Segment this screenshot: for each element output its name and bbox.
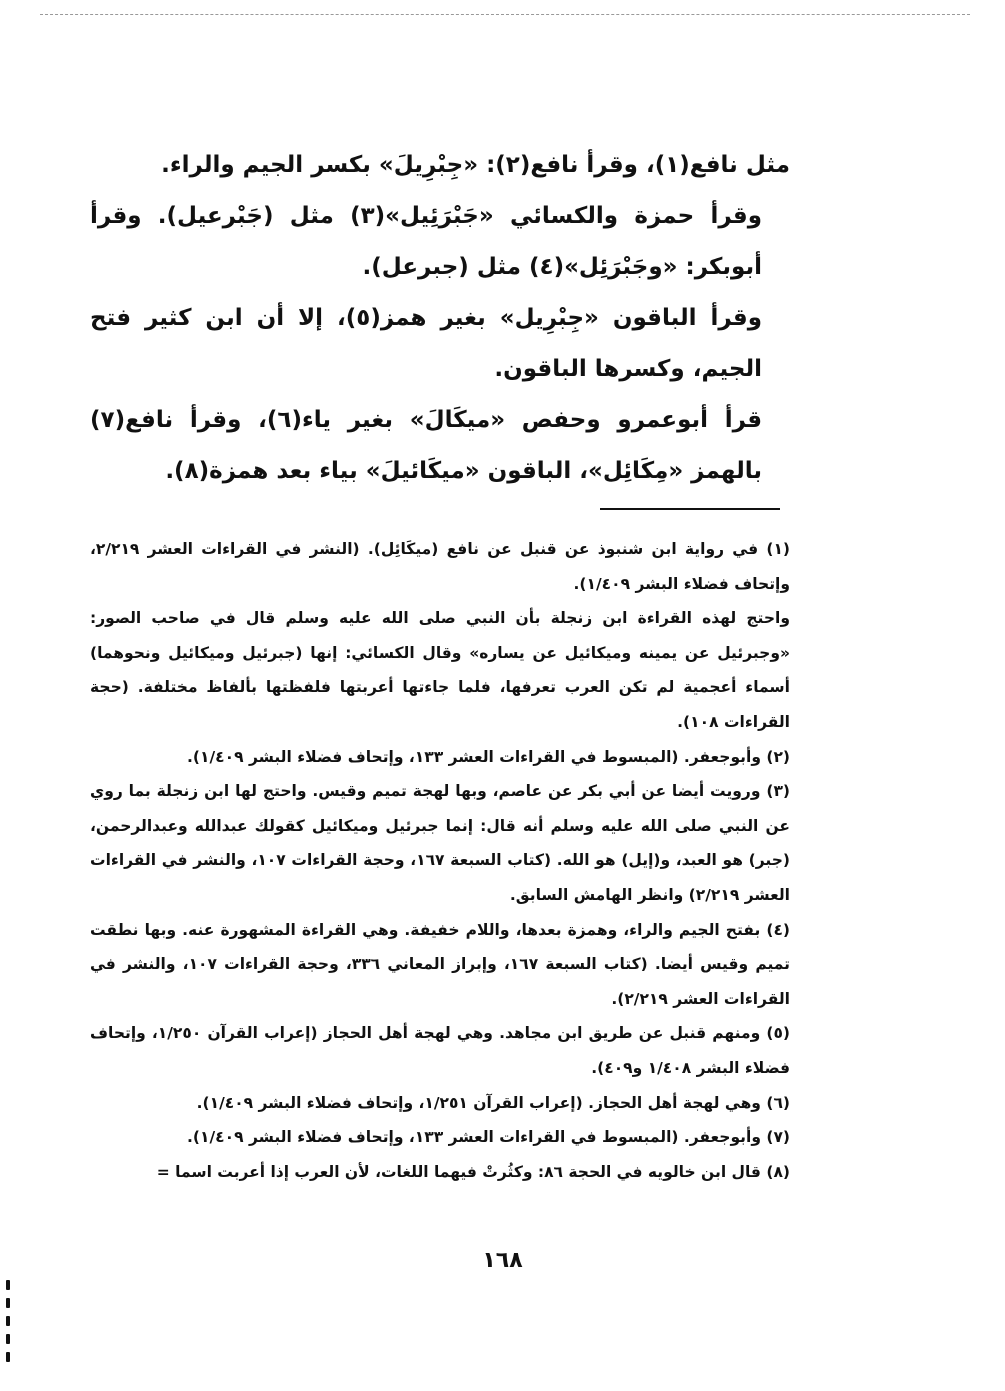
- top-edge-line: [40, 14, 970, 15]
- main-paragraph: مثل نافع(١)، وقرأ نافع(٢): «جِبْرِيلَ» بكسر الجيم والراء.: [161, 152, 790, 178]
- footnote: (٥) ومنهم قنبل عن طريق ابن مجاهد. وهي لهجة أهل الحجاز (إعراب القرآن ١/٢٥٠، وإتحاف فضلاء البشر ١/٤٠٨ و٤٠٩).: [90, 1024, 790, 1077]
- footnote: (٢) وأبوجعفر. (المبسوط في القراءات العشر ١٣٣، وإتحاف فضلاء البشر ١/٤٠٩).: [187, 747, 790, 766]
- footnote-continuation: واحتج لهذه القراءة ابن زنجلة بأن النبي صلى الله عليه وسلم قال في صاحب الصور: «وجبرئيل عن يمينه وميكائيل عن يساره» وقال الكسائي: إنها (جبرئيل وميكائيل ونحوهما) أسماء أعجمية لم تكن العرب تعرفها، فلما جاءتها أعربتها فلفظتها بألفاظ مختلفة. (حجة القراءات ١٠٨).: [90, 609, 790, 731]
- footnote: (٦) وهي لهجة أهل الحجاز. (إعراب القرآن ١/٢٥١، وإتحاف فضلاء البشر ١/٤٠٩).: [196, 1093, 790, 1112]
- main-paragraph: وقرأ الباقون «جِبْرِيل» بغير همز(٥)، إلا أن ابن كثير فتح الجيم، وكسرها الباقون.: [90, 305, 762, 382]
- main-paragraph: قرأ أبوعمرو وحفص «ميكَالَ» بغير ياء(٦)، وقرأ نافع(٧) بالهمز «مِكَائِل»، الباقون «ميكَائيلَ» بياء بعد همزة(٨).: [90, 407, 763, 484]
- footnote: (٤) بفتح الجيم والراء، وهمزة بعدها، واللام خفيفة. وهي القراءة المشهورة عنه. وبها نطقت تميم وقيس أيضا. (كتاب السبعة ١٦٧، وإبراز المعاني ٣٣٦، وحجة القراءات ١٠٧، والنشر في القراءات العشر ٢/٢١٩).: [90, 920, 791, 1008]
- footnote: (٨) قال ابن خالويه في الحجة ٨٦: وكثُرتْ فيهما اللغات، لأن العرب إذا أعربت اسما =: [156, 1162, 790, 1181]
- main-text: [90, 140, 790, 497]
- footnote-separator: [600, 508, 780, 510]
- footnote: (١) في رواية ابن شنبوذ عن قنبل عن نافع (ميكَائِل). (النشر في القراءات العشر ٢/٢١٩، وإتحاف فضلاء البشر ١/٤٠٩).: [90, 540, 790, 593]
- footnote: (٣) ورويت أيضا عن أبي بكر عن عاصم، وبها لهجة تميم وقيس. واحتج لها ابن زنجلة بما روي عن النبي صلى الله عليه وسلم أنه قال: إنما جبرئيل وميكائيل كقولك عبدالله وعبدالرحمن، (جبر) هو العبد، و(إيل) هو الله. (كتاب السبعة ١٦٧، وحجة القراءات ١٠٧، والنشر في القراءات العشر ٢/٢١٩) وانظر الهامش السابق.: [90, 782, 790, 904]
- footnote: (٧) وأبوجعفر. (المبسوط في القراءات العشر ١٣٣، وإتحاف فضلاء البشر ١/٤٠٩).: [187, 1128, 790, 1147]
- footnotes: [90, 532, 790, 1189]
- page-number: ١٦٨: [482, 1248, 523, 1273]
- main-paragraph: وقرأ حمزة والكسائي «جَبْرَئِيل»(٣) مثل (جَبْرعيل). وقرأ أبوبكر: «وجَبْرَئِل»(٤) مثل (جبرعل).: [90, 203, 762, 280]
- binding-marks: [6, 1280, 12, 1370]
